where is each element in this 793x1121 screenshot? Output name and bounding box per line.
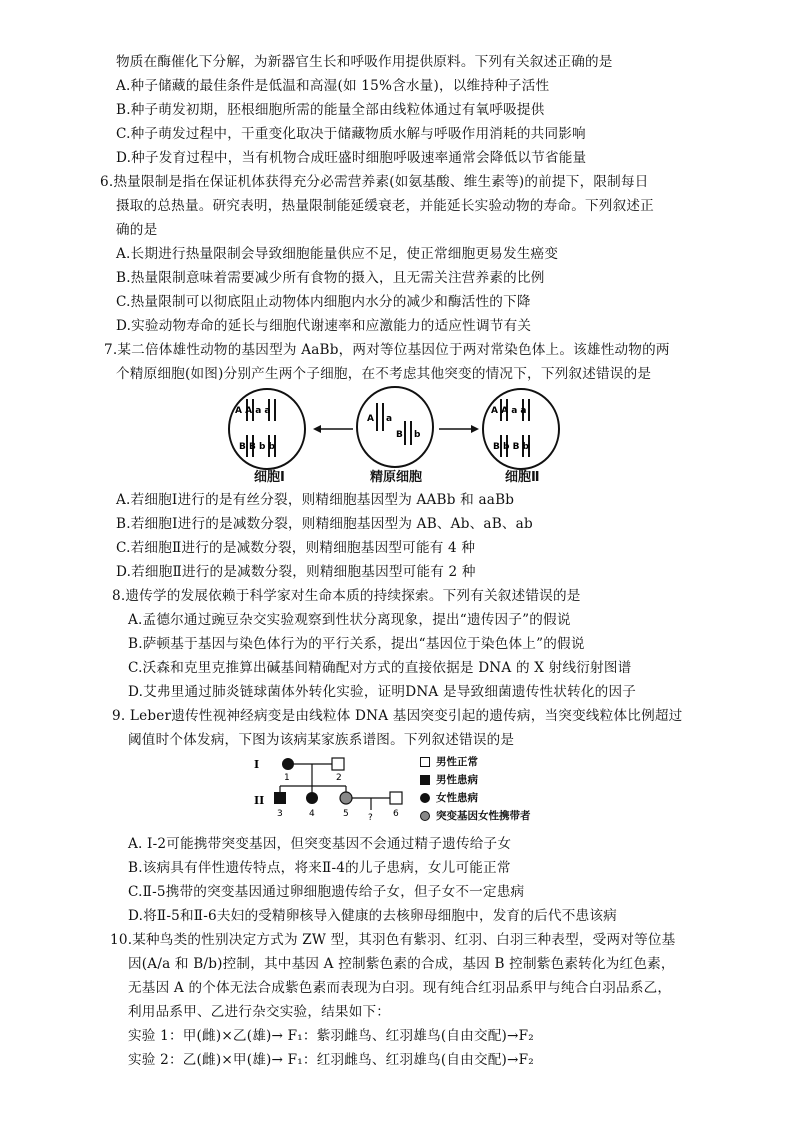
label-II-3: 3 [277,809,283,819]
q10-stem-line1: 10.某种鸟类的性别决定方式为 ZW 型，其羽色有紫羽、红羽、白羽三种表型，受两对等位基 [110,932,676,948]
q9-option-c: C.Ⅱ-5携带的突变基因通过卵细胞遗传给子女，但子女不一定患病 [128,884,525,900]
individual-I-2 [332,758,344,770]
pedigree-chart [250,752,420,822]
label-II-5: 5 [343,809,349,819]
q6-stem-line2: 摄取的总热量。研究表明，热量限制能延缓衰老，并能延长实验动物的寿命。下列叙述正 [116,198,654,214]
q10-stem-line4: 利用品系甲、乙进行杂交实验，结果如下： [128,1004,391,1020]
label-I-2: 2 [336,773,342,783]
q9-option-a: A. I-2可能携带突变基因，但突变基因不会通过精子遗传给子女 [128,836,512,852]
individual-I-1 [282,758,294,770]
q10-stem-line2: 因(A/a 和 B/b)控制，其中基因 A 控制紫色素的合成，基因 B 控制紫色素转化为红色素， [128,956,675,972]
q8-option-a: A.孟德尔通过豌豆杂交实验观察到性状分离现象，提出“遗传因子”的假说 [128,612,571,628]
individual-II-3 [274,792,286,804]
q9-stem-line2: 阈值时个体发病，下图为该病某家族系谱图。下列叙述错误的是 [128,732,515,748]
individual-II-4 [306,792,318,804]
q7-option-b: B.若细胞Ⅰ进行的是减数分裂，则精细胞基因型为 AB、Ab、aB、ab [116,516,533,532]
label-I-1: 1 [284,773,290,783]
label-II-4: 4 [309,809,315,819]
spermatogonium-gene-a: a [386,414,393,424]
q7-stem-line1: 7.某二倍体雄性动物的基因型为 AaBb，两对等位基因位于两对常染色体上。该雄性动物的两 [104,342,670,358]
q8-option-b: B.萨顿基于基因与染色体行为的平行关系，提出“基因位于染色体上”的假说 [128,636,585,652]
cell-2-bottom-genes: B b B b [493,442,530,452]
q6-option-d: D.实验动物寿命的延长与细胞代谢速率和应激能力的适应性调节有关 [116,318,532,334]
cell-1-top-genes: A A a a [235,406,271,416]
q9-option-b: B.该病具有伴性遗传特点，将来Ⅱ-4的儿子患病，女儿可能正常 [128,860,511,876]
legend-male-affected: 男性患病 [420,772,478,787]
individual-II-5 [340,792,352,804]
generation-2-label: II [254,794,265,807]
q6-stem-line1: 6.热量限制是指在保证机体获得充分必需营养素(如氨基酸、维生素等)的前提下，限制每日 [100,174,649,190]
q6-option-a: A.长期进行热量限制会导致细胞能量供应不足，使正常细胞更易发生癌变 [116,246,559,262]
q10-stem-line3: 无基因 A 的个体无法合成紫色素而表现为白羽。现有纯合红羽品系甲与纯合白羽品系乙， [128,980,672,996]
q5-option-b: B.种子萌发初期，胚根细胞所需的能量全部由线粒体通过有氧呼吸提供 [116,102,545,118]
q6-option-b: B.热量限制意味着需要减少所有食物的摄入，且无需关注营养素的比例 [116,270,545,286]
q5-option-d: D.种子发育过程中，当有机物合成旺盛时细胞呼吸速率通常会降低以节省能量 [116,150,587,166]
q6-option-c: C.热量限制可以彻底阻止动物体内细胞内水分的减少和酶活性的下降 [116,294,531,310]
cell-2-outline [483,389,559,469]
cell-1-bottom-genes: B B b b [239,442,276,452]
q10-experiment-1: 实验 1：甲(雌)×乙(雄)→ F₁：紫羽雌鸟、红羽雄鸟(自由交配)→F₂ [128,1028,534,1044]
circle-gray-icon [420,811,430,821]
square-filled-icon [420,775,430,785]
cell-2-top-genes: A A a a [491,406,527,416]
q7-option-d: D.若细胞Ⅱ进行的是减数分裂，则精细胞基因型可能有 2 种 [116,564,476,580]
q5-option-c: C.种子萌发过程中，干重变化取决于储藏物质水解与呼吸作用消耗的共同影响 [116,126,586,142]
individual-II-6 [390,792,402,804]
generation-1-label: I [254,758,260,771]
q8-stem: 8.遗传学的发展依赖于科学家对生命本质的持续探索。下列有关叙述错误的是 [112,588,581,604]
circle-filled-icon [420,793,430,803]
spermatogonium-gene-b: b [414,430,421,440]
q8-option-c: C.沃森和克里克推算出碱基间精确配对方式的直接依据是 DNA 的 X 射线衍射图谱 [128,660,632,676]
cell-1-outline [229,389,305,469]
spermatogonium-outline [357,387,433,467]
spermatogonium-gene-B: B [396,430,403,440]
unknown-offspring-label: ? [368,813,373,822]
q10-experiment-2: 实验 2：乙(雌)×甲(雄)→ F₁：红羽雌鸟、红羽雄鸟(自由交配)→F₂ [128,1052,534,1068]
cell-2-label: 细胞Ⅱ [505,470,540,485]
square-open-icon [420,757,430,767]
q7-stem-line2: 个精原细胞(如图)分别产生两个子细胞，在不考虑其他突变的情况下，下列叙述错误的是 [116,366,652,382]
q6-stem-line3: 确的是 [116,222,158,238]
q9-stem-line1: 9. Leber遗传性视神经病变是由线粒体 DNA 基因突变引起的遗传病，当突变线粒体比例超过 [112,708,683,724]
label-II-6: 6 [393,809,399,819]
legend-female-carrier: 突变基因女性携带者 [420,808,531,823]
q5-stem-tail: 物质在酶催化下分解，为新器官生长和呼吸作用提供原料。下列有关叙述正确的是 [116,54,613,70]
legend-female-affected: 女性患病 [420,790,478,805]
legend-male-normal: 男性正常 [420,754,478,769]
q7-option-c: C.若细胞Ⅱ进行的是减数分裂，则精细胞基因型可能有 4 种 [116,540,476,556]
q9-option-d: D.将Ⅱ-5和Ⅱ-6夫妇的受精卵核导入健康的去核卵母细胞中，发育的后代不患该病 [128,908,617,924]
q5-option-a: A.种子储藏的最佳条件是低温和高湿(如 15%含水量)，以维持种子活性 [116,78,550,94]
q7-option-a: A.若细胞Ⅰ进行的是有丝分裂，则精细胞基因型为 AABb 和 aaBb [116,492,515,508]
cell-1-label: 细胞Ⅰ [254,470,285,485]
q8-option-d: D.艾弗里通过肺炎链球菌体外转化实验，证明DNA 是导致细菌遗传性状转化的因子 [128,684,637,700]
spermatogonium-gene-A: A [367,414,374,424]
spermatogonium-label: 精原细胞 [370,470,423,485]
